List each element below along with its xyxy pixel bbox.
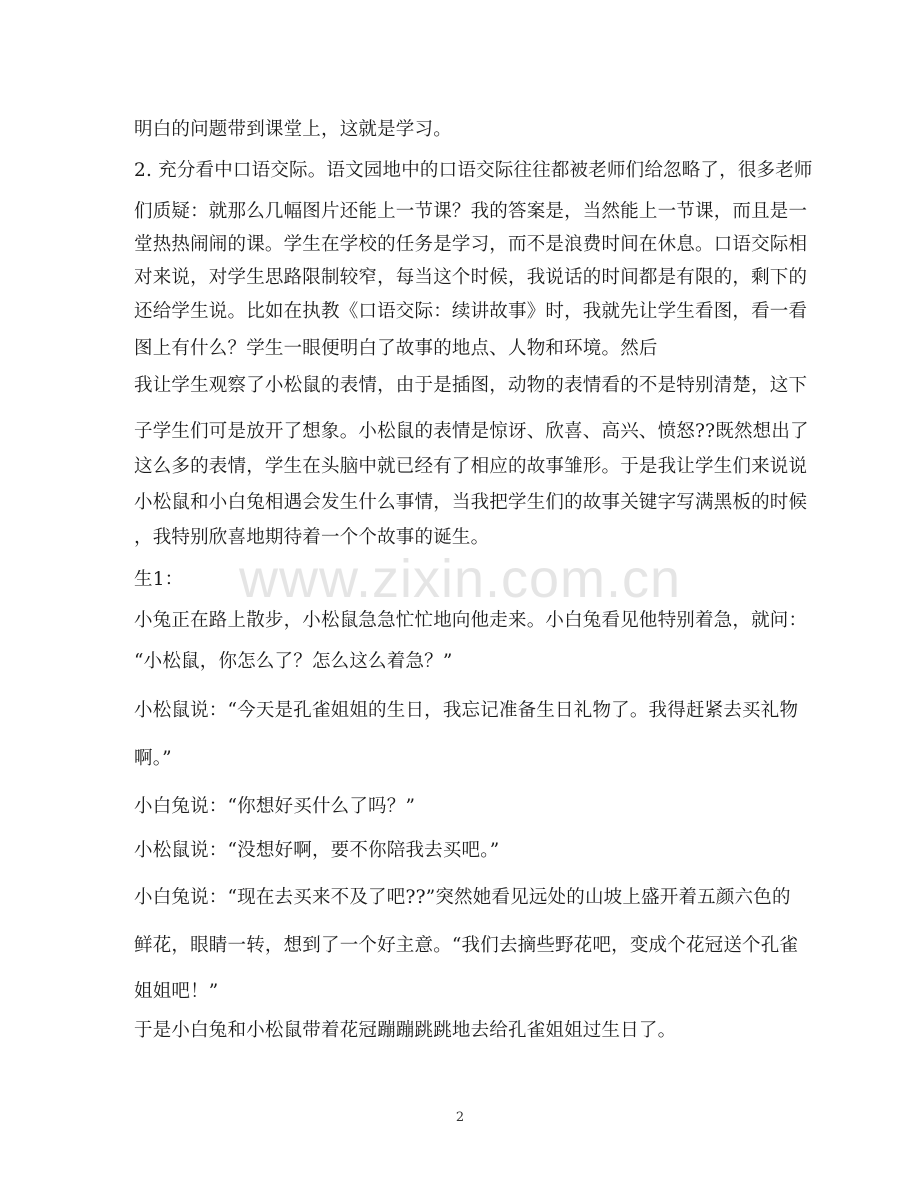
text-line: 我让学生观察了小松鼠的表情，由于是插图，动物的表情看的不是特别清楚，这下 xyxy=(134,375,808,396)
text-line: 小松鼠说：“今天是孔雀姐姐的生日，我忘记准备生日礼物了。我得赶紧去买礼物 xyxy=(134,700,799,721)
text-line: 子学生们可是放开了想象。小松鼠的表情是惊讶、欣喜、高兴、愤怒??既然想出了 xyxy=(134,421,809,442)
text-line: 图上有什么？学生一眼便明白了故事的地点、人物和环境。然后 xyxy=(134,338,658,359)
text-line: “小松鼠，你怎么了？怎么这么着急？” xyxy=(134,651,453,672)
text-line: 小松鼠和小白兔相遇会发生什么事情，当我把学生们的故事关键字写满黑板的时候 xyxy=(134,492,808,513)
text-line: 于是小白兔和小松鼠带着花冠蹦蹦跳跳地去给孔雀姐姐过生日了。 xyxy=(134,1020,677,1041)
watermark: www.zixin.com.cn xyxy=(238,549,682,609)
text-line: 们质疑：就那么几幅图片还能上一节课？我的答案是，当然能上一节课，而且是一 xyxy=(134,201,808,222)
text-line: 还给学生说。比如在执教《口语交际：续讲故事》时，我就先让学生看图，看一看 xyxy=(134,301,808,322)
text-line: 小白兔说：“你想好买什么了吗？” xyxy=(134,796,416,817)
text-line: 对来说，对学生思路限制较窄，每当这个时候，我说话的时间都是有限的，剩下的 xyxy=(134,267,808,288)
text-line: 明白的问题带到课堂上，这就是学习。 xyxy=(134,119,452,140)
text-line: 啊。” xyxy=(134,748,172,769)
text-line: 生1： xyxy=(134,569,184,590)
text-line: 姐姐吧！” xyxy=(134,981,219,1002)
text-line: 小兔正在路上散步，小松鼠急急忙忙地向他走来。小白兔看见他特别着急，就问： xyxy=(134,610,808,631)
text-line: 2. 充分看中口语交际。语文园地中的口语交际往往都被老师们给忽略了，很多老师 xyxy=(134,160,813,181)
text-line: ，我特别欣喜地期待着一个个故事的诞生。 xyxy=(134,527,490,548)
text-line: 小松鼠说：“没想好啊，要不你陪我去买吧。” xyxy=(134,840,500,861)
page-number: 2 xyxy=(455,1110,465,1125)
text-line: 这么多的表情，学生在头脑中就已经有了相应的故事雏形。于是我让学生们来说说 xyxy=(134,456,808,477)
text-line: 小白兔说：“现在去买来不及了吧??”突然她看见远处的山坡上盛开着五颜六色的 xyxy=(134,887,791,908)
text-line: 堂热热闹闹的课。学生在学校的任务是学习，而不是浪费时间在休息。口语交际相 xyxy=(134,234,808,255)
text-line: 鲜花，眼睛一转，想到了一个好主意。“我们去摘些野花吧，变成个花冠送个孔雀 xyxy=(134,935,799,956)
